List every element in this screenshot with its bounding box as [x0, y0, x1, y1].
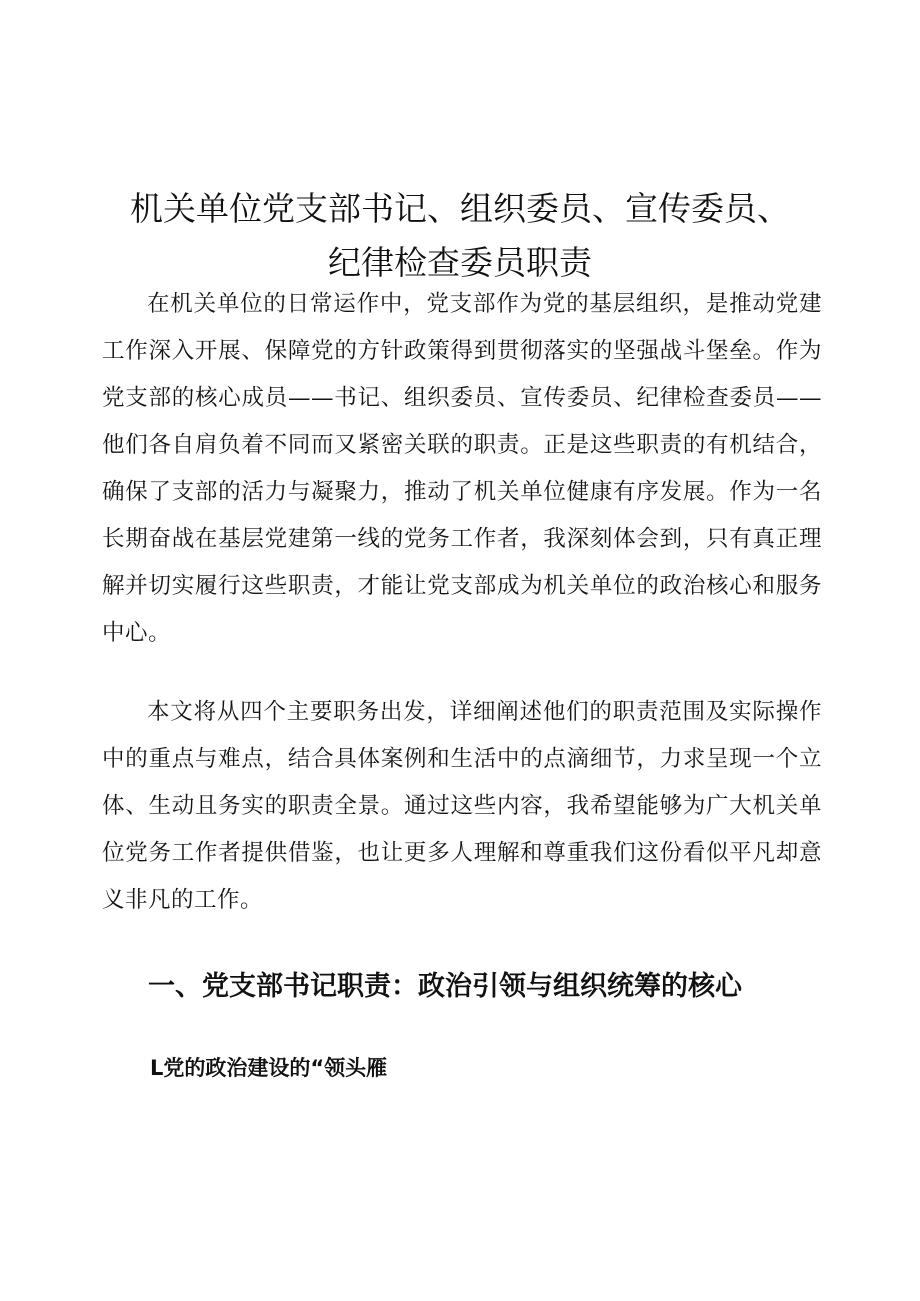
title-line-1: 机关单位党支部书记、组织委员、宣传委员、 [130, 189, 790, 229]
document-title [60, 182, 860, 290]
intro-paragraph-2: 本文将从四个主要职务出发，详细阐述他们的职责范围及实际操作中的重点与难点，结合具体案例和生活中的点滴细节，力求呈现一个立体、生动且务实的职责全景。通过这些内容，我希望能够为广大机关单位党务工作者提供借鉴，也让更多人理解和尊重我们这份看似平凡却意义非凡的工作。 [102, 699, 822, 913]
intro-paragraph-1: 在机关单位的日常运作中，党支部作为党的基层组织，是推动党建工作深入开展、保障党的方针政策得到贯彻落实的坚强战斗堡垒。作为党支部的核心成员——书记、组织委员、宣传委员、纪律检查委员——他们各自肩负着不同而又紧密关联的职责。正是这些职责的有机结合，确保了支部的活力与凝聚力，推动了机关单位健康有序发展。作为一名长期奋战在基层党建第一线的党务工作者，我深刻体会到，只有真正理解并切实履行这些职责，才能让党支部成为机关单位的政治核心和服务中心。 [102, 291, 822, 646]
subsection-heading-political-construction: L党的政治建设的“领头雁 [150, 1056, 388, 1080]
section-heading-secretary: 一、党支部书记职责：政治引领与组织统筹的核心 [148, 971, 742, 1002]
title-line-2: 纪律检查委员职责 [328, 243, 592, 283]
